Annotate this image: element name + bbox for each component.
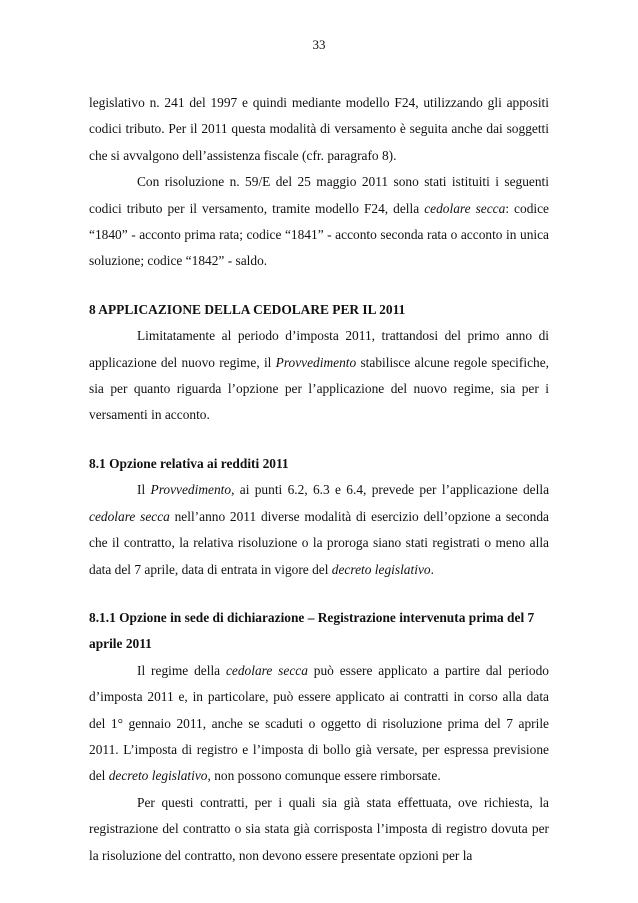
section-heading: 8 APPLICAZIONE DELLA CEDOLARE PER IL 2011 xyxy=(89,301,406,317)
emphasis: Provvedimento xyxy=(275,354,357,370)
paragraph: Per questi contratti, per i quali sia già stata effettuata, ove richiesta, la registrazione del contratto o sia stata già corrisposta l’imposta di registro dovuta per la risoluzione del contratto, non devono essere presentate opzioni per la xyxy=(89,794,549,863)
page-number: 33 xyxy=(312,37,326,52)
emphasis: decreto legislativo xyxy=(331,561,431,577)
emphasis: cedolare secca xyxy=(89,508,170,524)
paragraph: Con risoluzione n. 59/E del 25 maggio 2011 sono stati istituiti i seguenti codici tributo per il versamento, tramite modello F24, della cedolare secca: codice “1840” - acconto prima rata; codice “1841” - acconto seconda rata o acconto in unica soluzione; codice “1842” - saldo. xyxy=(89,174,549,269)
subsubsection-heading: 8.1.1 Opzione in sede di dichiarazione – Registrazione intervenuta prima del 7 aprile 2011 xyxy=(89,609,535,652)
emphasis: cedolare secca xyxy=(424,200,506,216)
page-content xyxy=(89,90,549,869)
emphasis: decreto legislativo xyxy=(108,768,208,784)
paragraph: Limitatamente al periodo d’imposta 2011, trattandosi del primo anno di applicazione del nuovo regime, il Provvedimento stabilisce alcune regole specifiche, sia per quanto riguarda l’opzione per l’applicazione del nuovo regime, sia per i versamenti in acconto. xyxy=(89,328,549,423)
subsection-heading: 8.1 Opzione relativa ai redditi 2011 xyxy=(89,455,289,471)
emphasis: Provvedimento xyxy=(150,482,232,498)
paragraph: legislativo n. 241 del 1997 e quindi mediante modello F24, utilizzando gli appositi codici tributo. Per il 2011 questa modalità di versamento è seguita anche dai soggetti che si avvalgono dell’assistenza fiscale (cfr. paragrafo 8). xyxy=(89,95,549,163)
emphasis: cedolare secca xyxy=(225,662,308,678)
paragraph: Il Provvedimento, ai punti 6.2, 6.3 e 6.4, prevede per l’applicazione della cedolare secca nell’anno 2011 diverse modalità di esercizio dell’opzione a seconda che il contratto, la relativa risoluzione o la proroga siano stati registrati o meno alla data del 7 aprile, data di entrata in vigore del decreto legislativo. xyxy=(89,482,550,577)
paragraph: Il regime della cedolare secca può essere applicato a partire dal periodo d’imposta 2011 e, in particolare, può essere applicato ai contratti in corso alla data del 1° gennaio 2011, anche se scaduti o oggetto di risoluzione prima del 7 aprile 2011. L’imposta di registro e l’imposta di bollo già versate, per espressa previsione del decreto legislativo, non possono comunque essere rimborsate. xyxy=(89,662,549,784)
